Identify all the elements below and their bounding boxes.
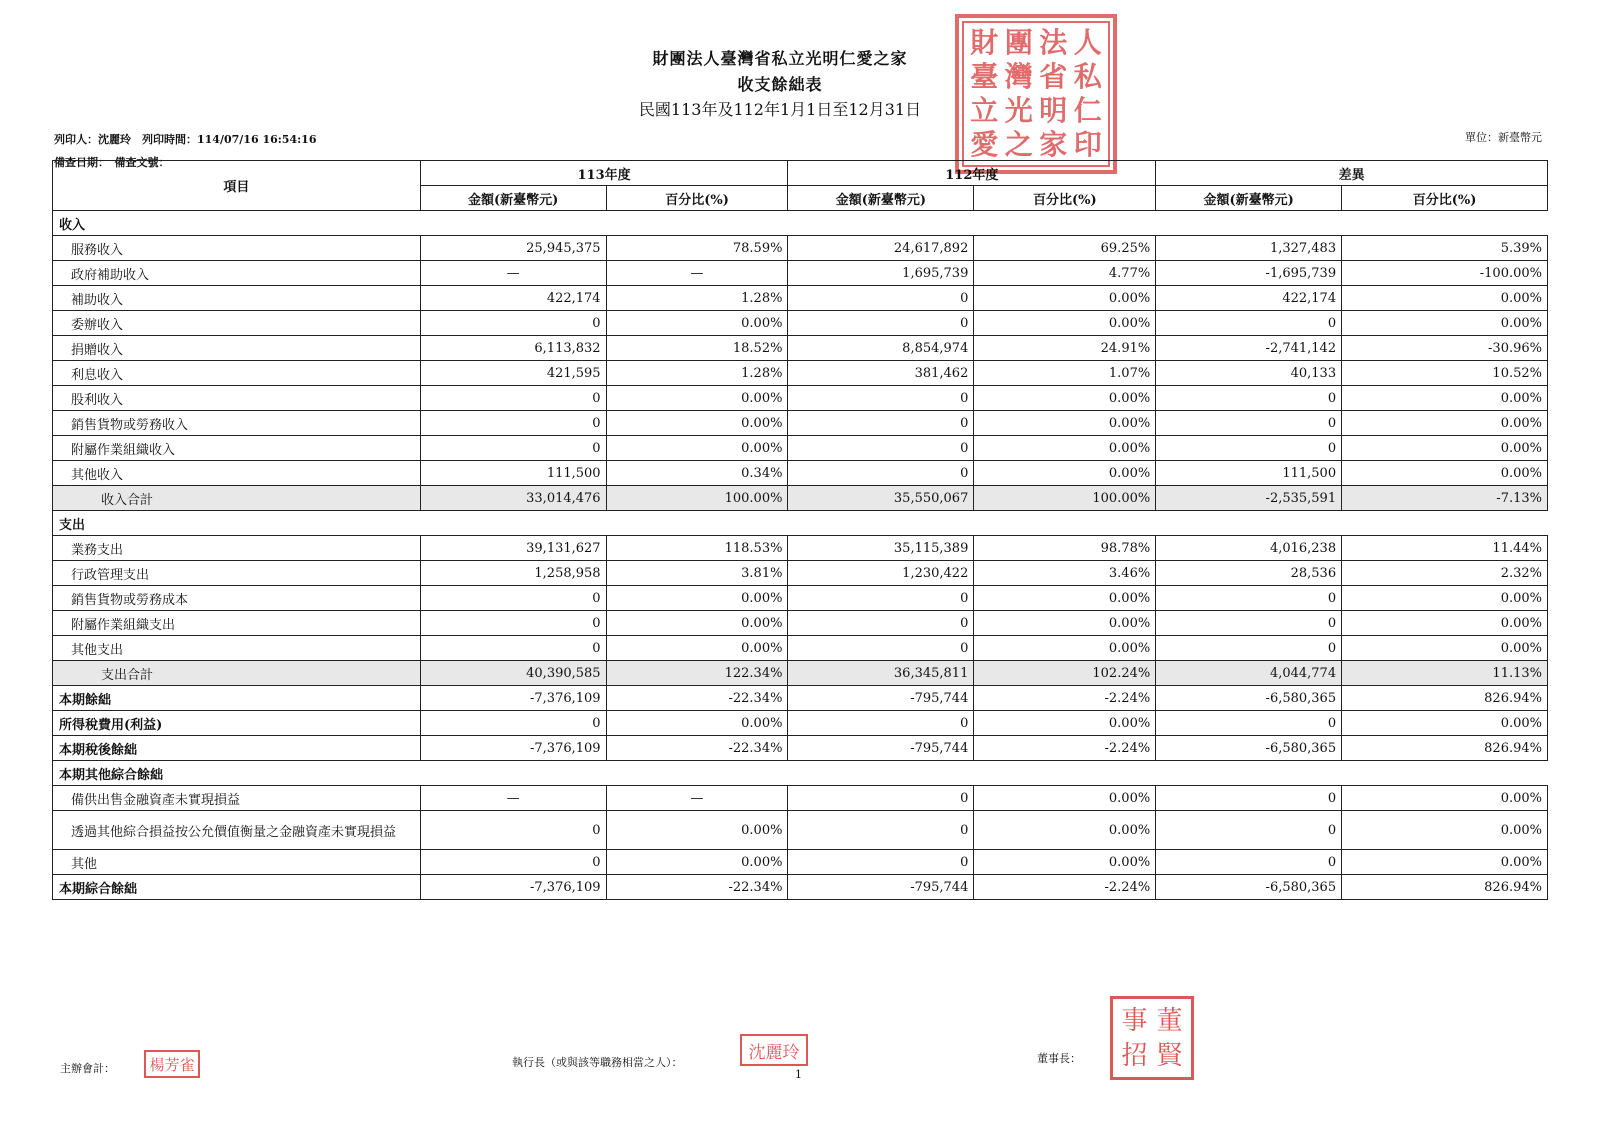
printer-info: 列印人：沈麗玲 列印時間：114/07/16 16:54:16 — [54, 133, 317, 146]
section-heading: 本期其他綜合餘絀 — [53, 761, 1548, 786]
percent-diff: 826.94% — [1342, 875, 1548, 900]
percent-113: 0.00% — [606, 850, 788, 875]
percent-113: — — [606, 786, 788, 811]
percent-diff: 0.00% — [1342, 611, 1548, 636]
percent-112: 0.00% — [974, 850, 1156, 875]
row-label: 其他支出 — [53, 636, 421, 661]
row-label: 利息收入 — [53, 361, 421, 386]
amount-113: 0 — [420, 611, 606, 636]
amount-diff: 0 — [1156, 786, 1342, 811]
amount-113: 0 — [420, 411, 606, 436]
amount-113: 0 — [420, 386, 606, 411]
table-row — [53, 586, 1548, 611]
amount-113: 25,945,375 — [420, 236, 606, 261]
amount-113: — — [420, 261, 606, 286]
amount-112: 0 — [788, 411, 974, 436]
amount-diff: 0 — [1156, 611, 1342, 636]
table-row — [53, 461, 1548, 486]
col-header-amount: 金額(新臺幣元) — [788, 186, 974, 211]
percent-diff: 0.00% — [1342, 786, 1548, 811]
table-row — [53, 811, 1548, 850]
amount-112: 0 — [788, 461, 974, 486]
amount-112: 1,695,739 — [788, 261, 974, 286]
row-label: 所得稅費用(利益) — [53, 711, 421, 736]
percent-112: 0.00% — [974, 811, 1156, 850]
percent-112: 102.24% — [974, 661, 1156, 686]
row-label: 委辦收入 — [53, 311, 421, 336]
row-label: 本期餘絀 — [53, 686, 421, 711]
amount-113: — — [420, 786, 606, 811]
amount-112: 35,550,067 — [788, 486, 974, 511]
chairman-label: 董事長： — [1037, 1052, 1081, 1065]
table-row — [53, 286, 1548, 311]
page-number: 1 — [795, 1068, 802, 1081]
amount-113: 421,595 — [420, 361, 606, 386]
row-label: 業務支出 — [53, 536, 421, 561]
amount-112: 35,115,389 — [788, 536, 974, 561]
table-row — [53, 786, 1548, 811]
amount-113: 39,131,627 — [420, 536, 606, 561]
amount-112: 8,854,974 — [788, 336, 974, 361]
percent-112: 1.07% — [974, 361, 1156, 386]
percent-112: 0.00% — [974, 436, 1156, 461]
table-row — [53, 536, 1548, 561]
row-label: 本期綜合餘絀 — [53, 875, 421, 900]
table-row — [53, 436, 1548, 461]
section-heading: 支出 — [53, 511, 1548, 536]
percent-diff: 0.00% — [1342, 411, 1548, 436]
income-total-row — [53, 486, 1548, 511]
amount-diff: -2,741,142 — [1156, 336, 1342, 361]
amount-diff: -2,535,591 — [1156, 486, 1342, 511]
col-header-year-112: 112年度 — [788, 161, 1156, 186]
row-label: 補助收入 — [53, 286, 421, 311]
percent-diff: 10.52% — [1342, 361, 1548, 386]
amount-diff: 0 — [1156, 311, 1342, 336]
amount-113: 111,500 — [420, 461, 606, 486]
amount-113: 0 — [420, 636, 606, 661]
header-row-years — [53, 161, 1548, 186]
percent-113: -22.34% — [606, 686, 788, 711]
amount-112: 0 — [788, 611, 974, 636]
percent-113: — — [606, 261, 788, 286]
amount-diff: 0 — [1156, 850, 1342, 875]
section-expense — [53, 511, 1548, 536]
percent-diff: -7.13% — [1342, 486, 1548, 511]
percent-diff: 0.00% — [1342, 386, 1548, 411]
amount-112: 0 — [788, 811, 974, 850]
percent-113: 0.34% — [606, 461, 788, 486]
amount-diff: 28,536 — [1156, 561, 1342, 586]
percent-113: 1.28% — [606, 286, 788, 311]
percent-diff: 11.13% — [1342, 661, 1548, 686]
table-row — [53, 386, 1548, 411]
percent-diff: 826.94% — [1342, 736, 1548, 761]
percent-112: 0.00% — [974, 611, 1156, 636]
amount-112: 0 — [788, 386, 974, 411]
executive-label: 執行長（或與該等職務相當之人）： — [512, 1056, 683, 1069]
executive-seal-stamp: 沈麗玲 — [740, 1034, 808, 1066]
percent-diff: 5.39% — [1342, 236, 1548, 261]
amount-113: 6,113,832 — [420, 336, 606, 361]
amount-112: 0 — [788, 786, 974, 811]
percent-113: -22.34% — [606, 736, 788, 761]
percent-112: 0.00% — [974, 386, 1156, 411]
percent-diff: 0.00% — [1342, 436, 1548, 461]
amount-112: 0 — [788, 586, 974, 611]
row-label: 服務收入 — [53, 236, 421, 261]
amount-113: 0 — [420, 311, 606, 336]
amount-diff: 4,016,238 — [1156, 536, 1342, 561]
percent-113: 0.00% — [606, 711, 788, 736]
amount-diff: 0 — [1156, 586, 1342, 611]
section-other-comprehensive — [53, 761, 1548, 786]
amount-diff: 40,133 — [1156, 361, 1342, 386]
percent-113: 1.28% — [606, 361, 788, 386]
surplus-row — [53, 711, 1548, 736]
percent-113: -22.34% — [606, 875, 788, 900]
section-income — [53, 211, 1548, 236]
percent-112: -2.24% — [974, 736, 1156, 761]
document-title: 收支餘絀表 — [737, 75, 823, 94]
col-header-amount: 金額(新臺幣元) — [420, 186, 606, 211]
row-label: 附屬作業組織收入 — [53, 436, 421, 461]
col-header-percent: 百分比(%) — [606, 186, 788, 211]
amount-112: -795,744 — [788, 875, 974, 900]
chief-accountant-label: 主辦會計： — [60, 1062, 115, 1075]
amount-113: 422,174 — [420, 286, 606, 311]
row-label: 銷售貨物或勞務收入 — [53, 411, 421, 436]
income-statement-table — [52, 160, 1548, 900]
col-header-percent: 百分比(%) — [1342, 186, 1548, 211]
amount-112: 381,462 — [788, 361, 974, 386]
amount-diff: 111,500 — [1156, 461, 1342, 486]
amount-113: -7,376,109 — [420, 686, 606, 711]
amount-112: 24,617,892 — [788, 236, 974, 261]
amount-113: 33,014,476 — [420, 486, 606, 511]
amount-diff: -6,580,365 — [1156, 686, 1342, 711]
percent-diff: -100.00% — [1342, 261, 1548, 286]
amount-diff: 0 — [1156, 711, 1342, 736]
percent-113: 0.00% — [606, 411, 788, 436]
percent-112: -2.24% — [974, 875, 1156, 900]
table-row — [53, 261, 1548, 286]
amount-diff: 0 — [1156, 411, 1342, 436]
amount-113: 1,258,958 — [420, 561, 606, 586]
percent-113: 0.00% — [606, 636, 788, 661]
percent-113: 100.00% — [606, 486, 788, 511]
row-label: 本期稅後餘絀 — [53, 736, 421, 761]
amount-113: -7,376,109 — [420, 736, 606, 761]
row-label: 政府補助收入 — [53, 261, 421, 286]
table-row — [53, 561, 1548, 586]
percent-112: -2.24% — [974, 686, 1156, 711]
row-label: 捐贈收入 — [53, 336, 421, 361]
amount-113: 0 — [420, 436, 606, 461]
percent-112: 0.00% — [974, 411, 1156, 436]
amount-diff: 0 — [1156, 811, 1342, 850]
percent-diff: 0.00% — [1342, 636, 1548, 661]
percent-diff: 11.44% — [1342, 536, 1548, 561]
percent-112: 0.00% — [974, 586, 1156, 611]
percent-113: 18.52% — [606, 336, 788, 361]
percent-113: 0.00% — [606, 811, 788, 850]
amount-112: -795,744 — [788, 686, 974, 711]
percent-diff: 826.94% — [1342, 686, 1548, 711]
organization-title: 財團法人臺灣省私立光明仁愛之家 — [652, 49, 908, 68]
percent-diff: 0.00% — [1342, 850, 1548, 875]
expense-total-row — [53, 661, 1548, 686]
percent-112: 0.00% — [974, 311, 1156, 336]
amount-112: 0 — [788, 286, 974, 311]
amount-diff: 422,174 — [1156, 286, 1342, 311]
amount-diff: -1,695,739 — [1156, 261, 1342, 286]
percent-113: 0.00% — [606, 586, 788, 611]
percent-112: 0.00% — [974, 636, 1156, 661]
amount-112: 1,230,422 — [788, 561, 974, 586]
organization-seal-stamp: 財 團 法 人 臺 灣 省 私 立 光 明 仁 愛 之 家 印 — [955, 14, 1117, 174]
percent-112: 3.46% — [974, 561, 1156, 586]
percent-112: 69.25% — [974, 236, 1156, 261]
amount-113: 0 — [420, 811, 606, 850]
percent-diff: -30.96% — [1342, 336, 1548, 361]
percent-113: 78.59% — [606, 236, 788, 261]
table-row — [53, 636, 1548, 661]
percent-112: 98.78% — [974, 536, 1156, 561]
table-row — [53, 850, 1548, 875]
percent-112: 0.00% — [974, 286, 1156, 311]
percent-112: 0.00% — [974, 711, 1156, 736]
amount-diff: 4,044,774 — [1156, 661, 1342, 686]
percent-113: 3.81% — [606, 561, 788, 586]
accountant-seal-stamp: 楊芳雀 — [144, 1050, 200, 1078]
col-header-difference: 差異 — [1156, 161, 1548, 186]
amount-113: 40,390,585 — [420, 661, 606, 686]
col-header-percent: 百分比(%) — [974, 186, 1156, 211]
row-label: 支出合計 — [53, 661, 421, 686]
table-row — [53, 311, 1548, 336]
row-label: 備供出售金融資產未實現損益 — [53, 786, 421, 811]
amount-diff: 1,327,483 — [1156, 236, 1342, 261]
percent-diff: 0.00% — [1342, 286, 1548, 311]
percent-113: 122.34% — [606, 661, 788, 686]
percent-diff: 0.00% — [1342, 811, 1548, 850]
percent-diff: 0.00% — [1342, 586, 1548, 611]
table-body — [53, 211, 1548, 900]
row-label: 其他收入 — [53, 461, 421, 486]
row-label: 收入合計 — [53, 486, 421, 511]
table-row — [53, 336, 1548, 361]
amount-diff: 0 — [1156, 386, 1342, 411]
percent-112: 24.91% — [974, 336, 1156, 361]
amount-112: 0 — [788, 311, 974, 336]
row-label: 附屬作業組織支出 — [53, 611, 421, 636]
table-row — [53, 611, 1548, 636]
filing-info: 備查日期： 備查文號： — [54, 156, 170, 169]
table-row — [53, 236, 1548, 261]
row-label: 銷售貨物或勞務成本 — [53, 586, 421, 611]
percent-113: 0.00% — [606, 386, 788, 411]
amount-diff: -6,580,365 — [1156, 736, 1342, 761]
amount-112: 0 — [788, 711, 974, 736]
currency-unit: 單位：新臺幣元 — [1465, 131, 1542, 144]
row-label: 行政管理支出 — [53, 561, 421, 586]
percent-113: 118.53% — [606, 536, 788, 561]
percent-112: 4.77% — [974, 261, 1156, 286]
amount-diff: 0 — [1156, 436, 1342, 461]
percent-diff: 0.00% — [1342, 461, 1548, 486]
amount-112: 0 — [788, 436, 974, 461]
percent-113: 0.00% — [606, 436, 788, 461]
amount-112: 36,345,811 — [788, 661, 974, 686]
percent-diff: 0.00% — [1342, 311, 1548, 336]
percent-diff: 2.32% — [1342, 561, 1548, 586]
percent-113: 0.00% — [606, 311, 788, 336]
row-label: 透過其他綜合損益按公允價值衡量之金融資產未實現損益 — [53, 811, 421, 850]
percent-diff: 0.00% — [1342, 711, 1548, 736]
table-row — [53, 361, 1548, 386]
chairman-seal-stamp: 事 董 招 賢 — [1110, 996, 1194, 1080]
percent-112: 0.00% — [974, 461, 1156, 486]
percent-112: 100.00% — [974, 486, 1156, 511]
row-label: 股利收入 — [53, 386, 421, 411]
amount-112: 0 — [788, 850, 974, 875]
row-label: 其他 — [53, 850, 421, 875]
amount-113: -7,376,109 — [420, 875, 606, 900]
section-heading: 收入 — [53, 211, 1548, 236]
amount-113: 0 — [420, 850, 606, 875]
percent-112: 0.00% — [974, 786, 1156, 811]
surplus-row — [53, 686, 1548, 711]
col-header-item: 項目 — [53, 161, 421, 211]
table-row — [53, 411, 1548, 436]
report-period: 民國113年及112年1月1日至12月31日 — [638, 100, 922, 119]
comprehensive-total-row — [53, 875, 1548, 900]
amount-113: 0 — [420, 586, 606, 611]
col-header-amount: 金額(新臺幣元) — [1156, 186, 1342, 211]
percent-113: 0.00% — [606, 611, 788, 636]
col-header-year-113: 113年度 — [420, 161, 788, 186]
amount-113: 0 — [420, 711, 606, 736]
amount-diff: 0 — [1156, 636, 1342, 661]
amount-diff: -6,580,365 — [1156, 875, 1342, 900]
surplus-row — [53, 736, 1548, 761]
amount-112: 0 — [788, 636, 974, 661]
amount-112: -795,744 — [788, 736, 974, 761]
